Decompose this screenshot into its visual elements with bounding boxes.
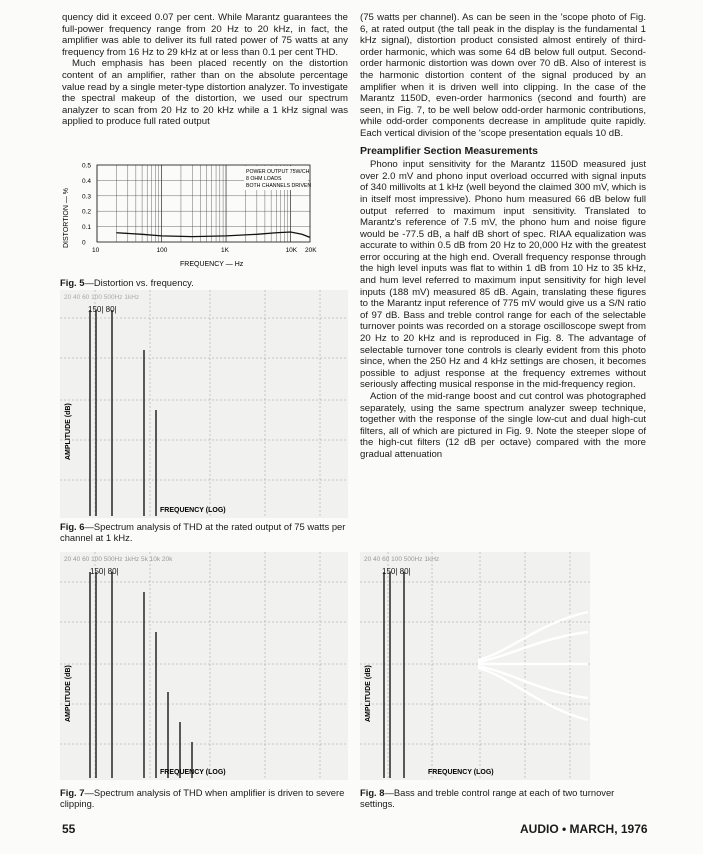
fig7-caption: [60, 787, 350, 809]
fig7-scale-top: 20 40 60 100 500Hz 1kHz 5k 10k 20k: [64, 556, 173, 563]
fig5-caption: [60, 277, 350, 288]
fig8-ylabel: AMPLITUDE (dB): [365, 665, 372, 722]
fig5-distortion-chart: [60, 160, 350, 275]
fig7-caption-text: —Spectrum analysis of THD when amplifier is driven to severe clipping.: [60, 787, 345, 809]
section-heading: Preamplifier Section Measurements: [360, 144, 538, 157]
fig5-caption-text: —Distortion vs. frequency.: [84, 277, 194, 288]
fig8-caption-text: —Bass and treble control range at each of two turnover settings.: [360, 787, 615, 809]
body-paragraph: (75 watts per channel). As can be seen in the 'scope photo of Fig. 6, at rated output (the tall peak in the display is the fundamental 1 kHz signal), distortion product consisted almost entirely of third-order harmonic, which was some 64 dB below full output. Second-order harmonic distortion was down over 70 dB. Also of interest is the harmonic distortion content of the signal produced by an amplifier when it is driven well into clipping. In the case of the Marantz 1150D, even-order harmonics (second and fourth) are seen, in Fig. 7, to be well below odd-order harmonic contributions, while odd-order components decrease in amplitude quite rapidly. Each vertical division of the 'scope presentation equals 10 dB.: [360, 12, 646, 139]
fig5-xlabel: FREQUENCY — Hz: [180, 261, 244, 268]
fig5-xtick-label: 10: [92, 247, 100, 254]
fig6-scale-marks: 150| 80|: [88, 305, 117, 314]
fig5-ytick-label: 0: [82, 239, 86, 247]
fig5-xtick-label: 100: [156, 247, 168, 254]
fig8-scale-top: 20 40 60 100 500Hz 1kHz: [364, 556, 440, 563]
right-column: [360, 12, 646, 461]
left-column: [62, 12, 348, 128]
fig5-ytick-label: 0.5: [82, 162, 92, 170]
fig6-caption-text: —Spectrum analysis of THD at the rated output of 75 watts per channel at 1 kHz.: [60, 521, 346, 543]
fig8-caption: [360, 787, 646, 809]
fig6-scale-top: 20 40 60 100 500Hz 1kHz: [64, 294, 140, 301]
fig5-ylabel: DISTORTION — %: [63, 187, 70, 248]
fig7-scope-photo: [60, 552, 348, 780]
fig5-caption-label: Fig. 5: [60, 277, 85, 288]
fig5-xtick-label: 1K: [221, 247, 230, 254]
fig7-caption-label: Fig. 7: [60, 787, 85, 798]
fig6-caption: [60, 521, 350, 543]
fig7-ylabel: AMPLITUDE (dB): [65, 665, 72, 722]
fig7-scale-marks: 150| 80|: [90, 567, 119, 576]
fig8-xlabel: FREQUENCY (LOG): [428, 769, 494, 776]
fig6-ylabel: AMPLITUDE (dB): [65, 403, 72, 460]
fig5-xtick-label: 10K: [285, 247, 298, 254]
fig6-xlabel: FREQUENCY (LOG): [160, 507, 226, 514]
fig5-series-line: [116, 232, 310, 237]
fig5-legend-line: 8 OHM LOADS: [246, 176, 282, 182]
fig5-ytick-label: 0.4: [82, 177, 92, 185]
fig6-caption-label: Fig. 6: [60, 521, 85, 532]
fig5-legend-line: POWER OUTPUT 75W/CH: [246, 169, 310, 175]
fig5-ytick-label: 0.3: [82, 193, 92, 201]
body-paragraph: Action of the mid-range boost and cut control was photographed separately, using the same spectrum analyzer sweep technique, together with the response of the single low-cut and dual high-cut filters, all of which are pictured in Fig. 9. Note the steeper slope of the high-cut filters (12 dB per octave) compared with the more gradual attenuation: [360, 391, 646, 460]
body-paragraph: Much emphasis has been placed recently on the distortion content of an amplifier, rather than on the absolute percentage value read by a single meter-type distortion analyzer. To investigate the spectral makeup of the distortion, we used our spectrum analyzer to scan from 20 Hz to 20 kHz while a 1 kHz signal was applied to produce full rated output: [62, 58, 348, 128]
page-number: 55: [62, 822, 76, 836]
body-paragraph: Phono input sensitivity for the Marantz 1150D measured just over 2.0 mV and phono input overload occurred with signal inputs of 340 millivolts at 1 kHz (well beyond the claimed 300 mV, which is in itself most impressive). Phono hum measured 66 dB below full output referred to maximum input sensitivity. Translated to Marantz's reference of 7.5 mV, the phono hum and noise figure would be -77.5 dB, a half dB short of spec. RIAA equalization was accurate to within 0.5 dB from 20 Hz to 20,000 Hz with the greatest error occuring at the high end. Overall frequency response through the high level inputs was flat to within 1 dB from 10 Hz to 35 kHz, and hum level referred to maximum input sensitivity for high level inputs (188 mV) measured 85 dB. Again, translating these figures to the Marantz input reference of 775 mV would give us a S/N ratio of 97 dB. Bass and treble control range for each of the selectable turnover points was recorded on a storage oscilloscope swept from 20 Hz to 20 kHz and is reproduced in Fig. 8. The advantage of selectable turnover tone controls is clearly evident from this photo since, when the 250 Hz and 4 kHz settings are chosen, it becomes possible to adjust response at the frequency extremes without seriously affecting musical response in the mid-frequency region.: [360, 159, 646, 391]
fig7-xlabel: FREQUENCY (LOG): [160, 769, 226, 776]
fig8-caption-label: Fig. 8: [360, 787, 385, 798]
body-paragraph: quency did it exceed 0.07 per cent. While Marantz guarantees the full-power frequency range from 20 Hz to 20 kHz, in fact, the amplifier was able to deliver its full rated power of 75 watts at any frequency from 16 Hz to 29 kHz at or less than 0.1 per cent THD.: [62, 12, 348, 58]
fig5-ytick-label: 0.2: [82, 208, 92, 216]
fig5-xtick-label: 20K: [305, 247, 317, 254]
fig8-scale-marks: 150| 80|: [382, 567, 411, 576]
fig5-ytick-label: 0.1: [82, 224, 92, 232]
fig5-legend-line: BOTH CHANNELS DRIVEN: [246, 183, 312, 189]
fig6-scope-photo: [60, 290, 348, 518]
magazine-issue: AUDIO • MARCH, 1976: [520, 822, 648, 836]
fig8-scope-photo: [360, 552, 590, 780]
